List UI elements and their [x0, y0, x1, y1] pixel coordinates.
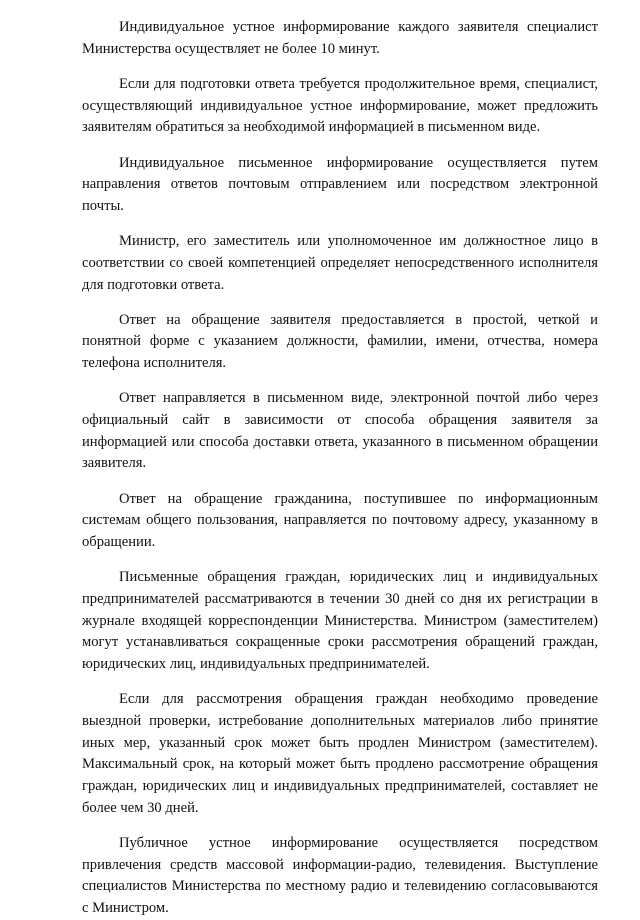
paragraph-executor-assignment: Министр, его заместитель или уполномоченное им должностное лицо в соответствии со своей компетенцией определяет непосредственного исполнителя для подготовки ответа. [82, 233, 598, 293]
paragraph-answer-form: Ответ на обращение заявителя предоставляется в простой, четкой и понятной форме с указанием должности, фамилии, имени, отчества, номера телефона исполнителя. [82, 311, 598, 372]
paragraph-term-extension: Если для рассмотрения обращения граждан необходимо проведение выездной проверки, истребование дополнительных материалов либо принятие иных мер, указанный срок может быть продлен Министром (заместителем). Максимальный срок, на который может быть продлено рассмотрение обращения граждан, юридических лиц и индивидуальных предпринимателей, составляет не более чем 30 дней. [82, 691, 598, 816]
paragraph-written-form-offer: Если для подготовки ответа требуется продолжительное время, специалист, осуществляющий индивидуальное устное информирование, может предложить заявителям обратиться за необходимой информацией в письменном виде. [82, 75, 598, 136]
paragraph-info-systems-answer: Ответ на обращение гражданина, поступившее по информационным системам общего пользования, направляется по почтовому адресу, указанному в обращении. [82, 490, 598, 551]
paragraph-oral-info-duration: Индивидуальное устное информирование каждого заявителя специалист Министерства осуществляет не более 10 минут. [82, 19, 598, 57]
paragraph-public-info: Публичное устное информирование осуществляется посредством привлечения средств массовой информации-радио, телевидения. Выступление специалистов Министерства по местному радио и телевидению согласовываются с Министром. [82, 835, 598, 917]
paragraph-answer-delivery: Ответ направляется в письменном виде, электронной почтой либо через официальный сайт в зависимости от способа обращения заявителя за информацией или способа доставки ответа, указанного в письменном обращении заявителя. [82, 390, 598, 472]
paragraph-written-info: Индивидуальное письменное информирование осуществляется путем направления ответов почтовым отправлением или посредством электронной почты. [82, 154, 598, 214]
paragraph-review-term: Письменные обращения граждан, юридических лиц и индивидуальных предпринимателей рассматриваются в течении 30 дней со дня их регистрации в журнале входящей корреспонденции Министерства. Министром (заместителем) могут устанавливаться сокращенные сроки рассмотрения обращений граждан, юридических лиц, индивидуальных предпринимателей. [82, 569, 598, 673]
